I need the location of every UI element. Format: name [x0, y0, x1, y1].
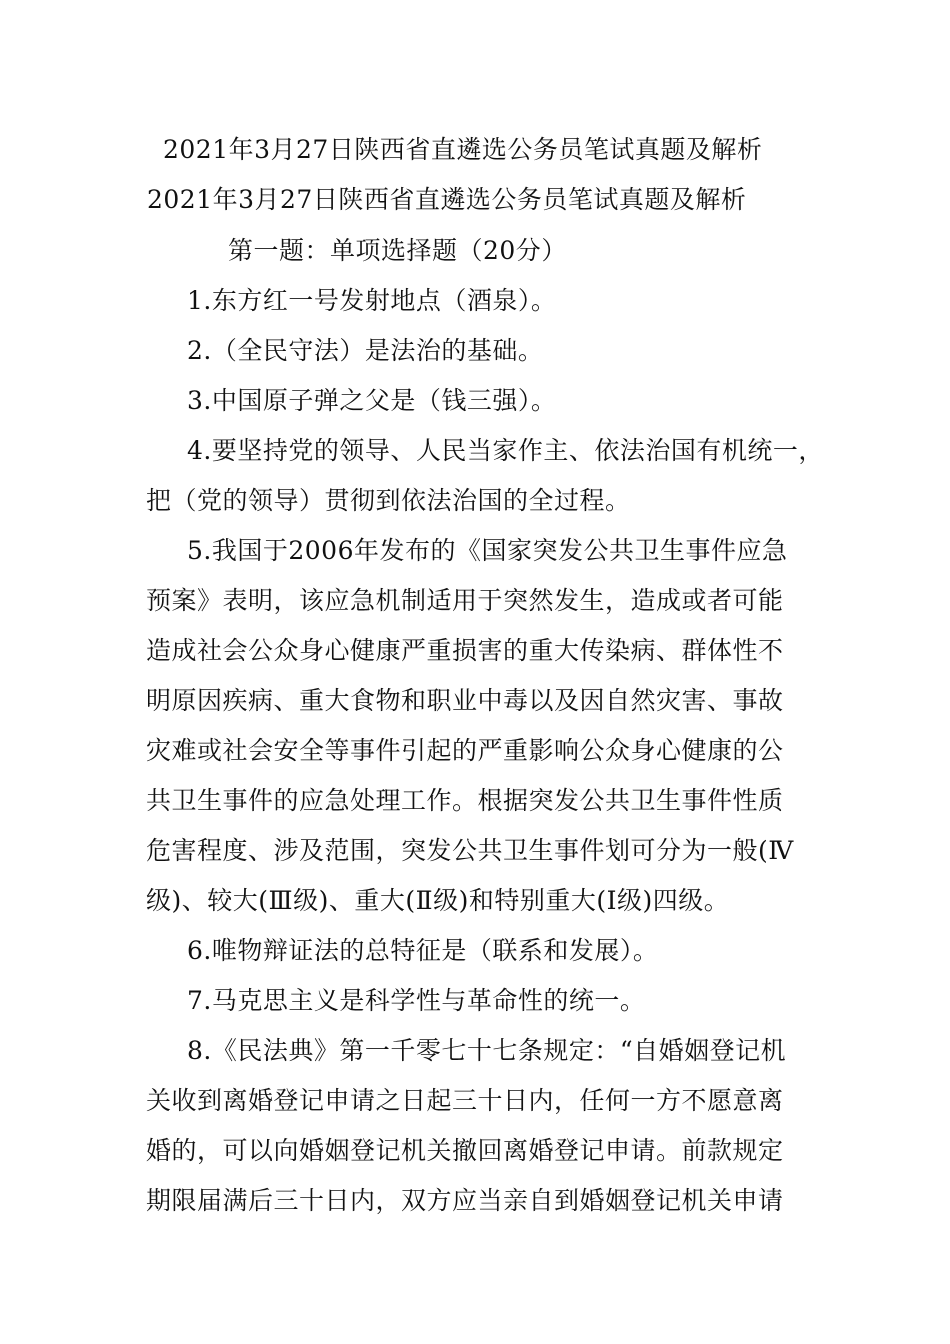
- question-8-line-1: 8.《民法典》第一千零七十七条规定：“自婚姻登记机: [187, 1036, 787, 1065]
- question-5-line-3: 造成社会公众身心健康严重损害的重大传染病、群体性不: [146, 636, 784, 665]
- question-5-line-8: 级)、较大(Ⅲ级)、重大(Ⅱ级)和特别重大(Ⅰ级)四级。: [146, 886, 730, 915]
- question-8-line-2: 关收到离婚登记申请之日起三十日内，任何一方不愿意离: [146, 1086, 784, 1115]
- question-6: 6.唯物辩证法的总特征是（联系和发展）。: [187, 936, 659, 965]
- question-1: 1.东方红一号发射地点（酒泉）。: [187, 286, 557, 315]
- question-8-line-4: 期限届满后三十日内，双方应当亲自到婚姻登记机关申请: [146, 1186, 784, 1215]
- question-5-line-4: 明原因疾病、重大食物和职业中毒以及因自然灾害、事故: [146, 686, 784, 715]
- question-7: 7.马克思主义是科学性与革命性的统一。: [187, 986, 646, 1015]
- question-8-line-3: 婚的，可以向婚姻登记机关撤回离婚登记申请。前款规定: [146, 1136, 784, 1165]
- question-3: 3.中国原子弹之父是（钱三强）。: [187, 386, 557, 415]
- question-5-line-2: 预案》表明，该应急机制适用于突然发生，造成或者可能: [146, 586, 784, 615]
- question-5-line-5: 灾难或社会安全等事件引起的严重影响公众身心健康的公: [146, 736, 784, 765]
- document-title-line-1: 2021年3月27日陕西省直遴选公务员笔试真题及解析: [163, 135, 763, 164]
- question-4-line-1: 4.要坚持党的领导、人民当家作主、依法治国有机统一，: [187, 436, 824, 465]
- question-5-line-1: 5.我国于2006年发布的《国家突发公共卫生事件应急: [187, 536, 788, 565]
- question-5-line-6: 共卫生事件的应急处理工作。根据突发公共卫生事件性质: [146, 786, 784, 815]
- question-2: 2.（全民守法）是法治的基础。: [187, 336, 544, 365]
- section-heading: 第一题：单项选择题（20分）: [228, 236, 567, 265]
- question-5-line-7: 危害程度、涉及范围，突发公共卫生事件划可分为一般(Ⅳ: [146, 836, 794, 865]
- document-title-line-2: 2021年3月27日陕西省直遴选公务员笔试真题及解析: [147, 185, 747, 214]
- question-4-line-2: 把（党的领导）贯彻到依法治国的全过程。: [146, 486, 631, 515]
